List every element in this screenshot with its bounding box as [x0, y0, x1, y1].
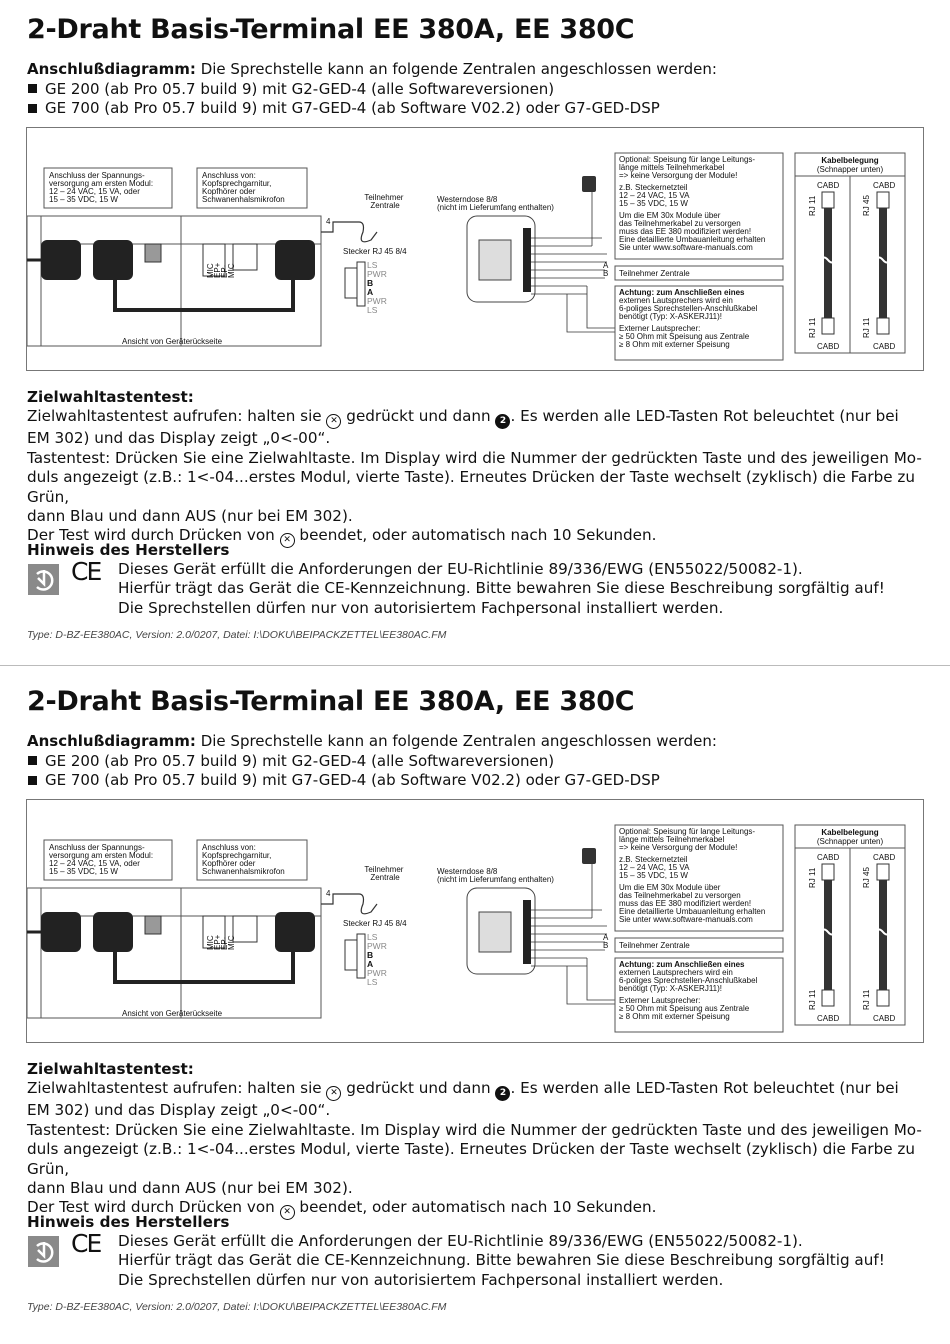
- document-footer: Type: D-BZ-EE380AC, Version: 2.0/0207, Datei: I:\DOKU\BEIPACKZETTEL\EE380AC.FM: [27, 1301, 447, 1313]
- cable-box-title: Kabelbelegung: [821, 828, 879, 837]
- paragraph: duls angezeigt (z.B.: 1<-04...erstes Modul, vierte Taste). Erneutes Drücken der Taste wechselt (zyklisch) die Farbe zu Grün,: [27, 1140, 915, 1178]
- cable-number: 4: [326, 889, 331, 898]
- pin-label: LS: [367, 260, 378, 270]
- optional-note: Optional: Speisung für lange Leitungs- länge mittels Teilnehmerkabel => keine Versorgung der Module! z.B. Steckernetzteil 12 – 24 VAC, 15 VA 15 – 35 VDC, 15 W Um die EM 30x Module über das Teilnehmerkabel zu versorgen muss das EE 380 modifiziert werden! Eine detaillierte Umbauanleitung erhalten Sie unter www.software-manuals.com: [619, 827, 766, 924]
- list-item: [27, 771, 717, 791]
- key-2-icon: 2: [495, 414, 510, 429]
- cable-bottom-left-label: RJ 11: [808, 317, 817, 338]
- cable-bottom-left-label: RJ 11: [808, 989, 817, 1010]
- plug-icon: [41, 240, 81, 280]
- list-item: [27, 752, 717, 772]
- socket-label: Westerndose 8/8 (nicht im Lieferumfang enthalten): [437, 195, 554, 212]
- intro-label: Anschlußdiagramm:: [27, 60, 196, 78]
- ce-mark-icon: CE: [71, 557, 101, 586]
- speaker-wires: [567, 958, 617, 1004]
- close-key-icon: ✕: [280, 533, 295, 548]
- paragraph: Zielwahltastentest aufrufen: halten sie ✕ gedrückt und dann 2 . Es werden alle LED-Tasten Rot beleuchtet (nur bei: [27, 1079, 927, 1101]
- paragraph: duls angezeigt (z.B.: 1<-04...erstes Modul, vierte Taste). Erneutes Drücken der Taste wechselt (zyklisch) die Farbe zu Grün,: [27, 468, 915, 506]
- paragraph: Die Sprechstellen dürfen nur von autorisiertem Fachpersonal installiert werden.: [118, 1270, 724, 1289]
- power-note: Anschluss der Spannungs- versorgung am ersten Modul: 12 – 24 VAC, 15 VA, oder 15 – 35 VDC, 15 W: [49, 171, 154, 204]
- participant-label: Teilnehmer Zentrale: [364, 193, 404, 210]
- cable-box-subtitle: (Schnapper unten): [816, 837, 884, 846]
- close-key-icon: ✕: [280, 1205, 295, 1220]
- intro-text: Die Sprechstelle kann an folgende Zentralen angeschlossen werden:: [200, 60, 717, 78]
- section-heading: Zielwahltastentest:: [27, 1060, 194, 1078]
- document-footer: Type: D-BZ-EE380AC, Version: 2.0/0207, Datei: I:\DOKU\BEIPACKZETTEL\EE380AC.FM: [27, 629, 447, 641]
- list-item: [27, 80, 717, 100]
- rj-connector-icon: [822, 192, 834, 208]
- paragraph: Die Sprechstellen dürfen nur von autorisiertem Fachpersonal installiert werden.: [118, 598, 724, 617]
- socket-terminals: [523, 228, 531, 292]
- jack-label: EP-: [220, 264, 229, 278]
- jack-label: MIC: [227, 935, 236, 950]
- manufacturer-logo-icon: [28, 1236, 59, 1267]
- paragraph: Der Test wird durch Drücken von ✕ beendet, oder automatisch nach 10 Sekunden.: [27, 526, 927, 548]
- rj45-plug-body: [357, 262, 365, 306]
- bullet-square-icon: [28, 104, 37, 113]
- manufacturer-logo-icon: [28, 564, 59, 595]
- bullet-square-icon: [28, 756, 37, 765]
- plug-icon: [275, 912, 315, 952]
- cabd-label: CABD: [817, 1014, 840, 1023]
- device-module-right: [181, 888, 321, 1018]
- paragraph: Dieses Gerät erfüllt die Anforderungen der EU-Richtlinie 89/336/EWG (EN55022/50082-1).: [118, 1232, 803, 1250]
- ce-mark-icon: CE: [71, 1229, 101, 1258]
- plug-icon: [93, 912, 133, 952]
- pin-label: LS: [367, 305, 378, 315]
- section-heading: Hinweis des Herstellers: [27, 1213, 230, 1231]
- leaflet-copy-1: [0, 0, 950, 660]
- optional-note: Optional: Speisung für lange Leitungs- länge mittels Teilnehmerkabel => keine Versorgung der Module! z.B. Steckernetzteil 12 – 24 VAC, 15 VA 15 – 35 VDC, 15 W Um die EM 30x Module über das Teilnehmerkabel zu versorgen muss das EE 380 modifiziert werden! Eine detaillierte Umbauanleitung erhalten Sie unter www.software-manuals.com: [619, 155, 766, 252]
- rj-connector-icon: [877, 192, 889, 208]
- diagram-svg: [27, 800, 923, 1042]
- paragraph: dann Blau und dann AUS (nur bei EM 302).: [27, 507, 353, 526]
- subscriber-label: Teilnehmer Zentrale: [619, 269, 690, 278]
- socket-jack: [479, 240, 511, 280]
- socket-jack: [479, 912, 511, 952]
- pin-label: PWR: [367, 269, 387, 279]
- pin-label: LS: [367, 932, 378, 942]
- plug-icon: [275, 240, 315, 280]
- device-module-left: [41, 888, 181, 1018]
- leaflet-copy-2: [0, 672, 950, 1332]
- rear-view-caption: Ansicht von Geräterückseite: [122, 337, 223, 346]
- socket-wires: [531, 238, 607, 294]
- pin-label: A: [367, 287, 374, 297]
- plug-icon: [93, 240, 133, 280]
- power-socket-icon: [145, 916, 161, 934]
- device-edge: [27, 888, 41, 1018]
- rj-connector-icon: [822, 990, 834, 1006]
- manufacturer-note: [27, 1213, 927, 1289]
- section-heading: Hinweis des Herstellers: [27, 541, 230, 559]
- pin-label: PWR: [367, 941, 387, 951]
- cable-box-title: Kabelbelegung: [821, 156, 879, 165]
- device-module-left: [41, 216, 181, 346]
- paragraph: Dieses Gerät erfüllt die Anforderungen der EU-Richtlinie 89/336/EWG (EN55022/50082-1).: [118, 560, 803, 578]
- bullet-text: GE 200 (ab Pro 05.7 build 9) mit G2-GED-4 (alle Softwareversionen): [45, 751, 555, 770]
- power-adapter-icon: [582, 176, 596, 192]
- paragraph: Hierfür trägt das Gerät die CE-Kennzeichnung. Bitte bewahren Sie diese Beschreibung sorgfältig auf!: [118, 1251, 885, 1270]
- headset-note: Anschluss von: Kopfsprechgarnitur, Kopfhörer oder Schwanenhalsmikrofon: [202, 843, 285, 876]
- rj-connector-icon: [822, 864, 834, 880]
- plug-label: Stecker RJ 45 8/4: [343, 919, 407, 928]
- paragraph: Der Test wird durch Drücken von ✕ beendet, oder automatisch nach 10 Sekunden.: [27, 1198, 927, 1220]
- rj-jack-icon: [233, 916, 257, 942]
- paragraph: Zielwahltastentest aufrufen: halten sie ✕ gedrückt und dann 2 . Es werden alle LED-Tasten Rot beleuchtet (nur bei: [27, 407, 927, 429]
- socket-terminals: [523, 900, 531, 964]
- rj-jack-icon: [233, 244, 257, 270]
- cable-left-label: RJ 11: [808, 867, 817, 888]
- paragraph: Tastentest: Drücken Sie eine Zielwahltaste. Im Display wird die Nummer der gedrückten Taste und des jeweiligen Mo-: [27, 448, 922, 467]
- socket-wires: [531, 910, 607, 966]
- attention-note: Achtung: zum Anschließen eines externen Lautsprechers wird ein 6-poliges Sprechstellen-Anschlußkabel benötigt (Typ: X-ASKERJ11)! Externer Lautsprecher: ≥ 50 Ohm mit Speisung aus Zentrale ≥ 8 Ohm mit externer Speisung: [619, 288, 758, 349]
- speaker-wires: [567, 286, 617, 332]
- manufacturer-text: [118, 560, 885, 618]
- socket-label: Westerndose 8/8 (nicht im Lieferumfang enthalten): [437, 867, 554, 884]
- key-2-icon: 2: [495, 1086, 510, 1101]
- jack-label: EP+: [213, 262, 222, 278]
- cabd-label: CABD: [873, 181, 896, 190]
- jack-label: MIC: [206, 935, 215, 950]
- rear-view-caption: Ansicht von Geräterückseite: [122, 1009, 223, 1018]
- ab-label: A: [603, 261, 609, 270]
- close-key-icon: ✕: [326, 1086, 341, 1101]
- cable-bottom-right-label: RJ 11: [862, 317, 871, 338]
- power-socket-icon: [145, 244, 161, 262]
- cabd-label: CABD: [873, 342, 896, 351]
- cut-line: [0, 665, 950, 666]
- cable-box-subtitle: (Schnapper unten): [816, 165, 884, 174]
- rj45-plug-body: [357, 934, 365, 978]
- cable-right-label: RJ 45: [862, 867, 871, 888]
- rj-connector-icon: [877, 318, 889, 334]
- jack-label: MIC: [206, 263, 215, 278]
- attention-note: Achtung: zum Anschließen eines externen Lautsprechers wird ein 6-poliges Sprechstellen-Anschlußkabel benötigt (Typ: X-ASKERJ11)! Externer Lautsprecher: ≥ 50 Ohm mit Speisung aus Zentrale ≥ 8 Ohm mit externer Speisung: [619, 960, 758, 1021]
- section-heading: Zielwahltastentest:: [27, 388, 194, 406]
- close-key-icon: ✕: [326, 414, 341, 429]
- pin-label: B: [367, 950, 374, 960]
- device-module-right: [181, 216, 321, 346]
- paragraph: dann Blau und dann AUS (nur bei EM 302).: [27, 1179, 353, 1198]
- cabd-label: CABD: [817, 181, 840, 190]
- bullet-text: GE 700 (ab Pro 05.7 build 9) mit G7-GED-4 (ab Software V02.2) oder G7-GED-DSP: [45, 771, 660, 789]
- pin-label: LS: [367, 977, 378, 987]
- plug-label: Stecker RJ 45 8/4: [343, 247, 407, 256]
- jack-label: EP+: [213, 934, 222, 950]
- headset-note: Anschluss von: Kopfsprechgarnitur, Kopfhörer oder Schwanenhalsmikrofon: [202, 171, 285, 204]
- bullet-text: GE 700 (ab Pro 05.7 build 9) mit G7-GED-4 (ab Software V02.2) oder G7-GED-DSP: [45, 99, 660, 117]
- page-title: 2-Draht Basis-Terminal EE 380A, EE 380C: [27, 14, 635, 45]
- cabd-label: CABD: [817, 342, 840, 351]
- paragraph: Tastentest: Drücken Sie eine Zielwahltaste. Im Display wird die Nummer der gedrückten Taste und des jeweiligen Mo-: [27, 1120, 922, 1139]
- paragraph: EM 302) und das Display zeigt „0<-00“.: [27, 1101, 331, 1120]
- cabd-label: CABD: [873, 1014, 896, 1023]
- participant-label: Teilnehmer Zentrale: [364, 865, 404, 882]
- manufacturer-note: [27, 541, 927, 617]
- page-title: 2-Draht Basis-Terminal EE 380A, EE 380C: [27, 686, 635, 717]
- rj-connector-icon: [877, 864, 889, 880]
- list-item: [27, 99, 717, 119]
- key-test-section: [27, 1060, 927, 1220]
- bullet-square-icon: [28, 776, 37, 785]
- connection-diagram: [26, 799, 924, 1043]
- cable-right-label: RJ 45: [862, 195, 871, 216]
- paragraph: EM 302) und das Display zeigt „0<-00“.: [27, 429, 331, 448]
- rj-connector-icon: [822, 318, 834, 334]
- cable-number: 4: [326, 217, 331, 226]
- rj45-plug-icon: [345, 268, 357, 298]
- rj45-plug-icon: [345, 940, 357, 970]
- pin-label: B: [367, 278, 374, 288]
- ab-label: B: [603, 269, 609, 278]
- cabd-label: CABD: [817, 853, 840, 862]
- paragraph: Hierfür trägt das Gerät die CE-Kennzeichnung. Bitte bewahren Sie diese Beschreibung sorgfältig auf!: [118, 579, 885, 598]
- bullet-text: GE 200 (ab Pro 05.7 build 9) mit G2-GED-4 (alle Softwareversionen): [45, 79, 555, 98]
- subscriber-label: Teilnehmer Zentrale: [619, 941, 690, 950]
- jack-label: EP-: [220, 936, 229, 950]
- power-note: Anschluss der Spannungs- versorgung am ersten Modul: 12 – 24 VAC, 15 VA, oder 15 – 35 VDC, 15 W: [49, 843, 154, 876]
- device-edge: [27, 216, 41, 346]
- intro-label: Anschlußdiagramm:: [27, 732, 196, 750]
- pin-label: PWR: [367, 968, 387, 978]
- rj-connector-icon: [877, 990, 889, 1006]
- pin-label: A: [367, 959, 374, 969]
- power-adapter-icon: [582, 848, 596, 864]
- jack-label: MIC: [227, 263, 236, 278]
- key-test-section: [27, 388, 927, 548]
- intro-text: Die Sprechstelle kann an folgende Zentralen angeschlossen werden:: [200, 732, 717, 750]
- cable-bottom-right-label: RJ 11: [862, 989, 871, 1010]
- bullet-square-icon: [28, 84, 37, 93]
- intro: [27, 60, 717, 119]
- diagram-svg: [27, 128, 923, 370]
- manufacturer-text: [118, 1232, 885, 1290]
- cabd-label: CABD: [873, 853, 896, 862]
- plug-icon: [41, 912, 81, 952]
- cable-left-label: RJ 11: [808, 195, 817, 216]
- ab-label: B: [603, 941, 609, 950]
- intro: [27, 732, 717, 791]
- pin-label: PWR: [367, 296, 387, 306]
- connection-diagram: [26, 127, 924, 371]
- ab-label: A: [603, 933, 609, 942]
